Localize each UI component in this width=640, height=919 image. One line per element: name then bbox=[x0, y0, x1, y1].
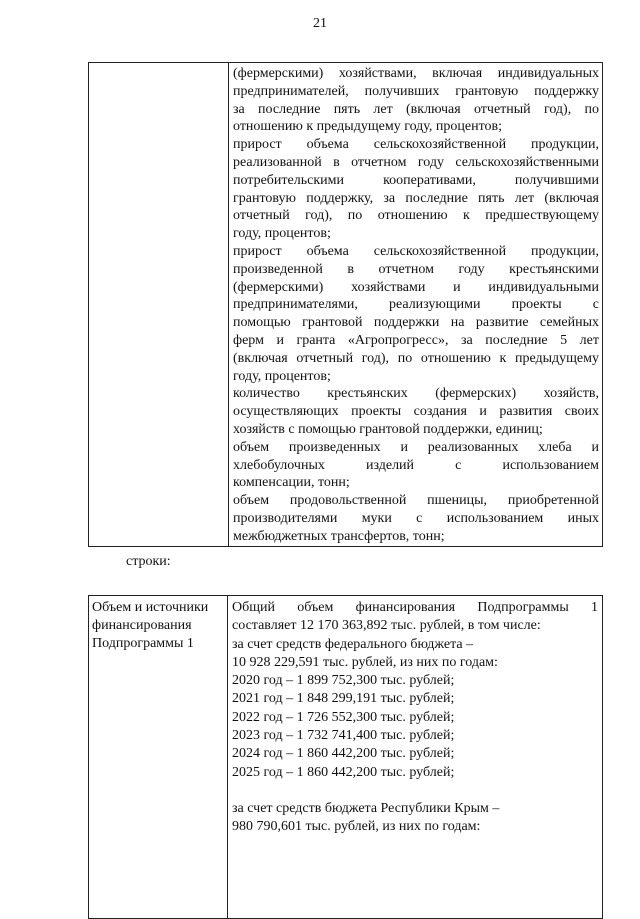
text-line: реализованной в отчетном году сельскохозяйственными bbox=[233, 154, 599, 170]
financing-text bbox=[228, 596, 602, 837]
financing-line: 980 790,601 тыс. рублей, из них по годам: bbox=[232, 819, 481, 835]
text-line: году, процентов; bbox=[233, 368, 331, 384]
financing-line: 2024 год – 1 860 442,200 тыс. рублей; bbox=[232, 746, 455, 762]
text-line: предпринимателей, получивших грантовую поддержку bbox=[233, 83, 599, 99]
empty-left-cell bbox=[89, 63, 229, 547]
text-line: помощью грантовой поддержки на развитие семейных bbox=[233, 315, 599, 331]
financing-line: Общий объем финансирования Подпрограммы 1 bbox=[232, 600, 598, 615]
text-line: компенсации, тонн; bbox=[233, 475, 350, 491]
financing-line: 2025 год – 1 860 442,200 тыс. рублей; bbox=[232, 764, 455, 780]
text-line: за последние пять лет (включая отчетный год), по bbox=[233, 101, 599, 117]
text-line: (включая отчетный год), по отношению к предыдущему bbox=[233, 350, 599, 366]
label-line: финансирования bbox=[92, 618, 192, 633]
financing-label-cell bbox=[89, 596, 228, 919]
text-line: году, процентов; bbox=[233, 226, 331, 242]
text-line: ферм и гранта «Агропрогресс», за последние 5 лет bbox=[233, 332, 599, 348]
text-line: прирост объема сельскохозяйственной продукции, bbox=[233, 243, 599, 259]
financing-line: 2023 год – 1 732 741,400 тыс. рублей; bbox=[232, 728, 455, 744]
financing-line: 10 928 229,591 тыс. рублей, из них по годам: bbox=[232, 654, 498, 670]
financing-line: составляет 12 170 363,892 тыс. рублей, в том числе: bbox=[232, 618, 541, 634]
rows-label: строки: bbox=[126, 554, 171, 569]
label-line: Подпрограммы 1 bbox=[92, 636, 194, 651]
text-line: (фермерскими) хозяйствами и индивидуальными bbox=[233, 279, 599, 295]
text-line: отчетный год), по отношению к предшествующему bbox=[233, 208, 599, 224]
text-line: осуществляющих проекты создания и развития своих bbox=[233, 404, 599, 420]
financing-value-cell bbox=[228, 596, 603, 919]
indicators-cell bbox=[229, 63, 603, 547]
financing-line bbox=[232, 782, 598, 800]
text-line: прирост объема сельскохозяйственной продукции, bbox=[233, 137, 599, 153]
text-line: хлебобулочных изделий с использованием bbox=[233, 457, 599, 473]
text-line: объем продовольственной пшеницы, приобретенной bbox=[233, 493, 599, 509]
indicators-table bbox=[88, 62, 603, 547]
financing-line: за счет средств бюджета Республики Крым – bbox=[232, 800, 500, 816]
text-line: потребительскими кооперативами, получившими bbox=[233, 172, 599, 188]
financing-table bbox=[88, 595, 603, 919]
table-row bbox=[89, 63, 603, 547]
text-line: объем произведенных и реализованных хлеба и bbox=[233, 439, 599, 455]
text-line: предпринимателями, реализующими проекты с bbox=[233, 297, 599, 313]
financing-line: за счет средств федерального бюджета – bbox=[232, 636, 474, 652]
financing-label bbox=[89, 596, 227, 653]
table-row bbox=[89, 596, 603, 919]
financing-line: 2021 год – 1 848 299,191 тыс. рублей; bbox=[232, 691, 455, 707]
text-line: количество крестьянских (фермерских) хозяйств, bbox=[233, 386, 599, 402]
text-line: межбюджетных трансфертов, тонн; bbox=[233, 528, 445, 544]
text-line: отношению к предыдущему году, процентов; bbox=[233, 119, 503, 135]
indicators-text bbox=[229, 63, 602, 546]
text-line: хозяйств с помощью грантовой поддержки, единиц; bbox=[233, 421, 543, 437]
text-line: (фермерскими) хозяйствами, включая индивидуальных bbox=[233, 66, 599, 81]
label-line: Объем и источники bbox=[92, 600, 209, 615]
financing-line: 2022 год – 1 726 552,300 тыс. рублей; bbox=[232, 709, 455, 725]
text-line: производителями муки с использованием иных bbox=[233, 510, 599, 526]
text-line: произведенной в отчетном году крестьянскими bbox=[233, 261, 599, 277]
text-line: грантовую поддержку, за последние пять лет (включая bbox=[233, 190, 599, 206]
financing-line: 2020 год – 1 899 752,300 тыс. рублей; bbox=[232, 673, 455, 689]
page-number: 21 bbox=[313, 16, 327, 31]
